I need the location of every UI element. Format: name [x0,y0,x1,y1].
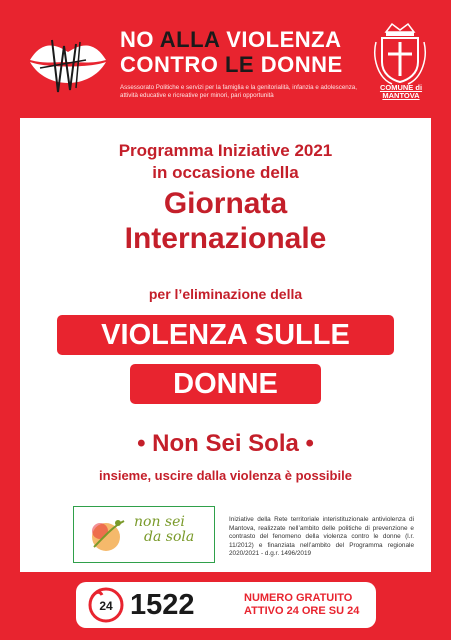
crest-label-line-2: MANTOVA [382,91,420,100]
title-line-2 [120,53,343,77]
title-word-highlight: LE [224,52,255,77]
helpline-free: NUMERO GRATUITO [244,592,353,604]
giornata-line-1: Giornata [163,187,288,220]
program-heading [20,140,431,184]
crest-label-line-1: COMUNE di [379,83,423,92]
title-word: VIOLENZA [219,27,342,52]
title-word: NO [120,27,160,52]
program-line-1: Programma Iniziative 2021 [118,141,333,160]
banner-violence: VIOLENZA SULLE [57,315,394,355]
title-word: DONNE [254,52,343,77]
title-word-highlight: ALLA [159,27,220,52]
elimination-line: per l’eliminazione della [148,286,303,302]
title-word: CONTRO [120,52,225,77]
initiative-note: Iniziative della Rete territoriale interistituzionale antiviolenza di Mantova, realizzate nell’ambito delle politiche di prevenzione e contrasto del fenomeno della violenza contro le donne (l.r. 11/2012) e finanziata nell’ambito del Programma regionale 2020/2021 - d.g.r. 1496/2019 [229,516,414,558]
giornata-heading [20,186,431,256]
logo-text-line-1: non sei [134,514,185,530]
campaign-tagline: insieme, uscire dalla violenza è possibile [99,468,352,483]
helpline-hours: ATTIVO 24 ORE SU 24 [244,605,360,617]
header [0,0,451,120]
logo-text [134,515,214,545]
phone-badge: 24 [99,599,113,613]
banner-women: DONNE [130,364,321,404]
giornata-line-2: Internazionale [124,222,327,255]
flower-icon [82,513,132,557]
helpline-box [76,582,376,628]
campaign-title: • Non Sei Sola • [137,430,314,457]
program-line-2: in occasione della [152,163,299,182]
department-subtitle: Assessorato Politiche e servizi per la famiglia e la genitorialità, infanzia e adolescenza, attività educative e ricreative per minori, pari opportunità [120,84,357,99]
main-panel [20,118,431,572]
helpline-number: 1522 [130,589,195,621]
crest-label [368,84,434,100]
lips-icon [28,30,108,100]
title-line-1 [120,28,341,52]
campaign-logo [73,506,215,563]
logo-text-line-2: da sola [144,529,195,545]
phone-icon [88,587,124,623]
